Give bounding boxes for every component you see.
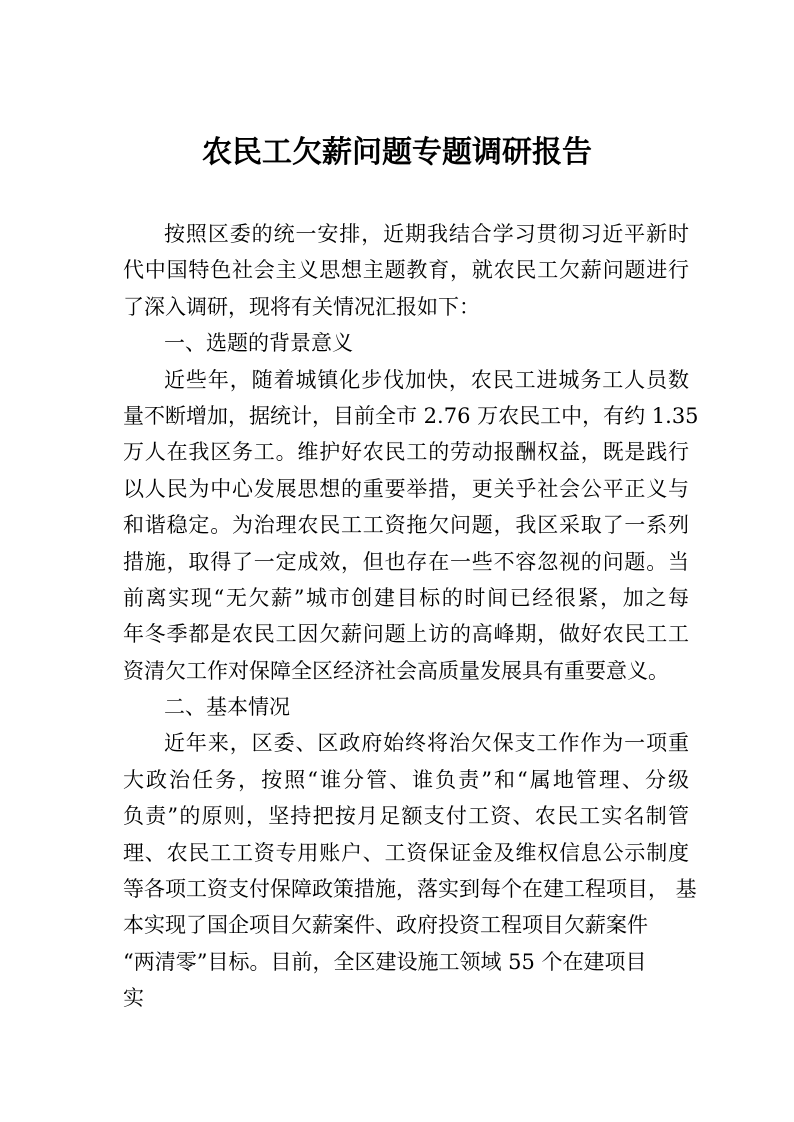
paragraph-line: 按照区委的统一安排，近期我结合学习贯彻习近平新时 — [164, 222, 689, 246]
paragraph-line: 代中国特色社会主义思想主题教育，就农民工欠薪问题进行 — [123, 258, 689, 283]
paragraph-line: 以人民为中心发展思想的重要举措，更关乎社会公平正义与 — [123, 476, 689, 501]
paragraph-line: 措施，取得了一定成效，但也存在一些不容忽视的问题。当 — [123, 549, 689, 574]
paragraph-line: 万人在我区务工。维护好农民工的劳动报酬权益，既是践行 — [123, 440, 689, 465]
paragraph-line: “两清零”目标。目前，全区建设施工领域 55 个在建项目 — [123, 949, 647, 974]
paragraph-line: 理、农民工工资专用账户、工资保证金及维权信息公示制度 — [123, 840, 689, 865]
paragraph-line: 大政治任务，按照“谁分管、谁负责”和“属地管理、分级 — [123, 767, 689, 792]
paragraph-line: 了深入调研，现将有关情况汇报如下： — [123, 294, 480, 319]
paragraph-line: 和谐稳定。为治理农民工工资拖欠问题，我区采取了一系列 — [123, 513, 689, 538]
section-heading: 二、基本情况 — [164, 695, 290, 720]
paragraph-line: 量不断增加，据统计，目前全市 2.76 万农民工中，有约 1.35 — [123, 403, 699, 428]
section-heading: 一、选题的背景意义 — [164, 331, 353, 356]
paragraph-line: 本实现了国企项目欠薪案件、政府投资工程项目欠薪案件 — [123, 913, 648, 938]
paragraph-line: 前离实现“无欠薪”城市创建目标的时间已经很紧，加之每 — [123, 585, 689, 610]
document-title: 农民工欠薪问题专题调研报告 — [202, 135, 592, 170]
document-body — [123, 216, 699, 1017]
paragraph-line: 年冬季都是农民工因欠薪问题上访的高峰期，做好农民工工 — [123, 622, 689, 647]
paragraph-line: 资清欠工作对保障全区经济社会高质量发展具有重要意义。 — [123, 658, 669, 683]
paragraph-line: 负责”的原则，坚持把按月足额支付工资、农民工实名制管 — [123, 804, 689, 829]
paragraph-line: 近年来，区委、区政府始终将治欠保支工作作为一项重 — [164, 731, 689, 756]
paragraph-line: 实 — [123, 986, 144, 1011]
paragraph-line: 近些年，随着城镇化步伐加快，农民工进城务工人员数 — [164, 367, 689, 392]
paragraph-line: 等各项工资支付保障政策措施，落实到每个在建工程项目， 基 — [123, 877, 697, 902]
